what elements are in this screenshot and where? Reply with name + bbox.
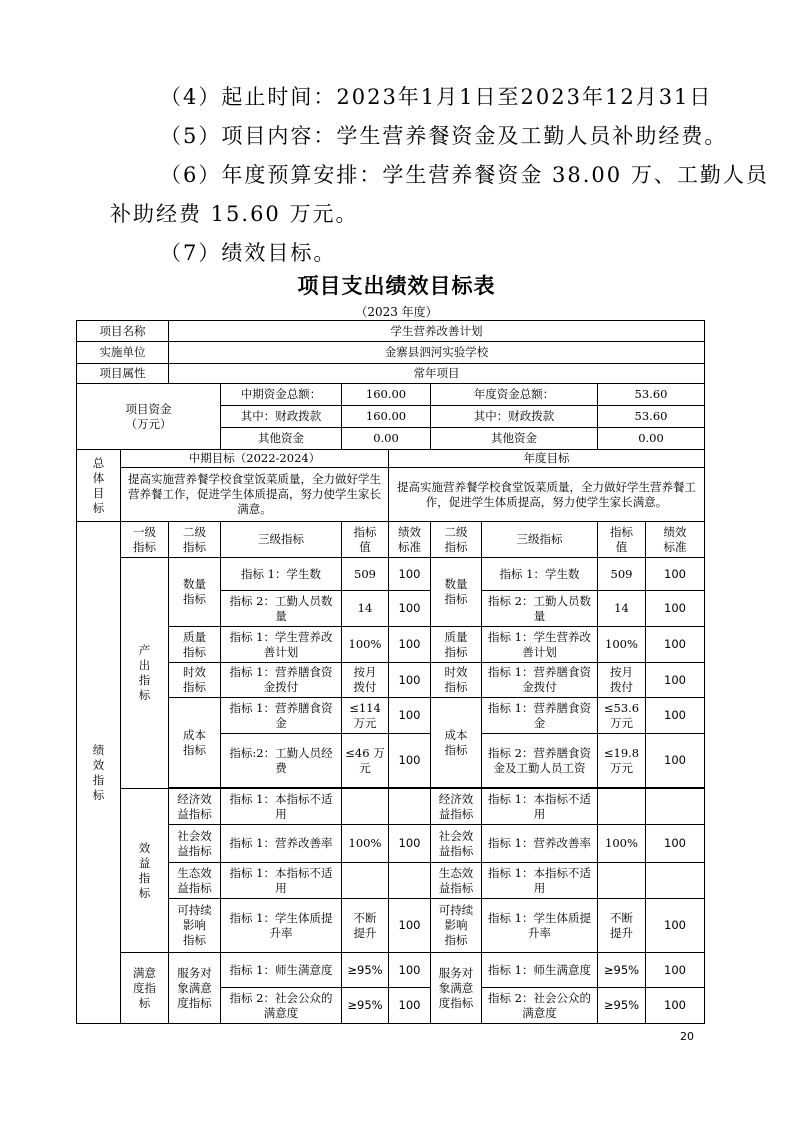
annual-quality-1: 指标 1：学生营养改善计划 <box>482 627 598 663</box>
paragraph-start-end-time: （4）起止时间：2023年1月1日至2023年12月31日 <box>160 85 713 109</box>
mid-ecological-1-standard <box>389 863 431 899</box>
annual-economic-1-value <box>598 789 646 825</box>
annual-satisfaction-1: 指标 1：师生满意度 <box>482 953 598 988</box>
paragraph-annual-budget-cont: 补助经费 15.60 万元。 <box>110 202 359 226</box>
table-row <box>77 789 705 825</box>
table-title: 项目支出绩效目标表 <box>297 274 496 298</box>
mid-sustainable-1: 指标 1：学生体质提升率 <box>221 899 342 953</box>
annual-quantity-2: 指标 2：工勤人员数量 <box>482 591 598 627</box>
overall-goal-label: 总 体 目 标 <box>77 450 121 522</box>
table-row <box>77 450 705 468</box>
implementing-unit-value: 金寨县泗河实验学校 <box>169 342 705 364</box>
annual-cost-2-standard: 100 <box>646 734 705 788</box>
annual-social-1: 指标 1：营养改善率 <box>482 825 598 863</box>
mid-cost-1-value: ≤114 万元 <box>342 698 389 734</box>
annual-fiscal-value: 53.60 <box>598 406 705 428</box>
mid-quantity-2: 指标 2：工勤人员数量 <box>221 591 342 627</box>
cost-indicator-label-annual: 成本 指标 <box>431 698 482 788</box>
col-level2-annual: 二级 指标 <box>431 522 482 558</box>
annual-sustainable-1-value: 不断 提升 <box>598 899 646 953</box>
col-standard-annual: 绩效 标准 <box>646 522 705 558</box>
quantity-indicator-label: 数量 指标 <box>169 558 221 627</box>
mid-quantity-2-standard: 100 <box>389 591 431 627</box>
table-row <box>77 698 705 734</box>
mid-satisfaction-2: 指标 2：社会公众的满意度 <box>221 988 342 1024</box>
satisfaction-indicator-label: 满意 度指 标 <box>121 953 169 1024</box>
annual-quality-1-standard: 100 <box>646 627 705 663</box>
ecological-indicator-label-annual: 生态效 益指标 <box>431 863 482 899</box>
mid-satisfaction-1: 指标 1：师生满意度 <box>221 953 342 988</box>
sustainable-indicator-label: 可持续 影响 指标 <box>169 899 221 953</box>
mid-cost-2: 指标:2：工勤人员经费 <box>221 734 342 788</box>
benefit-indicator-label: 效 益 指 标 <box>121 789 169 953</box>
mid-cost-2-value: ≤46 万 元 <box>342 734 389 788</box>
mid-quality-1-standard: 100 <box>389 627 431 663</box>
table-row <box>77 863 705 899</box>
mid-cost-1: 指标 1：营养膳食资金 <box>221 698 342 734</box>
annual-cost-2: 指标 2：营养膳食资金及工勤人员工资 <box>482 734 598 788</box>
col-level3-annual: 三级指标 <box>482 522 598 558</box>
mid-economic-1-value <box>342 789 389 825</box>
mid-satisfaction-2-standard: 100 <box>389 988 431 1024</box>
annual-cost-2-value: ≤19.8 万元 <box>598 734 646 788</box>
annual-ecological-1-value <box>598 863 646 899</box>
table-row <box>77 558 705 591</box>
col-level2: 二级 指标 <box>169 522 221 558</box>
table-row <box>77 384 705 406</box>
mid-total-funds-value: 160.00 <box>342 384 431 406</box>
annual-economic-1-standard <box>646 789 705 825</box>
timeliness-indicator-label-annual: 时效 指标 <box>431 663 482 698</box>
performance-target-table <box>76 320 705 1024</box>
table-row <box>77 953 705 988</box>
mid-other-funds-label: 其他资金 <box>221 428 342 450</box>
mid-economic-1-standard <box>389 789 431 825</box>
mid-quantity-2-value: 14 <box>342 591 389 627</box>
table-row <box>77 899 705 953</box>
quality-indicator-label: 质量 指标 <box>169 627 221 663</box>
mid-other-funds-value: 0.00 <box>342 428 431 450</box>
paragraph-project-content: （5）项目内容：学生营养餐资金及工勤人员补助经费。 <box>160 124 728 148</box>
mid-goal-text: 提高实施营养餐学校食堂饭菜质量，全力做好学生营养餐工作，促进学生体质提高，努力使学生家长满意。 <box>121 468 389 522</box>
annual-timeliness-1-standard: 100 <box>646 663 705 698</box>
mid-cost-1-standard: 100 <box>389 698 431 734</box>
mid-timeliness-1-standard: 100 <box>389 663 431 698</box>
mid-quality-1: 指标 1：学生营养改善计划 <box>221 627 342 663</box>
table-row <box>77 364 705 384</box>
mid-social-1: 指标 1：营养改善率 <box>221 825 342 863</box>
table-row <box>77 627 705 663</box>
annual-sustainable-1-standard: 100 <box>646 899 705 953</box>
sustainable-indicator-label-annual: 可持续 影响 指标 <box>431 899 482 953</box>
annual-other-funds-value: 0.00 <box>598 428 705 450</box>
annual-social-1-standard: 100 <box>646 825 705 863</box>
quality-indicator-label-annual: 质量 指标 <box>431 627 482 663</box>
social-indicator-label: 社会效 益指标 <box>169 825 221 863</box>
annual-ecological-1-standard <box>646 863 705 899</box>
annual-other-funds-label: 其他资金 <box>431 428 598 450</box>
social-indicator-label-annual: 社会效 益指标 <box>431 825 482 863</box>
output-indicator-label: 产 出 指 标 <box>121 558 169 789</box>
annual-economic-1: 指标 1：本指标不适用 <box>482 789 598 825</box>
annual-cost-1-value: ≤53.6 万元 <box>598 698 646 734</box>
project-name-label: 项目名称 <box>77 321 169 342</box>
annual-quality-1-value: 100% <box>598 627 646 663</box>
table-row <box>77 342 705 364</box>
table-row <box>77 663 705 698</box>
annual-ecological-1: 指标 1：本指标不适用 <box>482 863 598 899</box>
table-row <box>77 522 705 558</box>
timeliness-indicator-label: 时效 指标 <box>169 663 221 698</box>
mid-sustainable-1-standard: 100 <box>389 899 431 953</box>
mid-quantity-1: 指标 1：学生数 <box>221 558 342 591</box>
mid-economic-1: 指标 1：本指标不适用 <box>221 789 342 825</box>
table-row <box>77 321 705 342</box>
col-level1: 一级 指标 <box>121 522 169 558</box>
cost-indicator-label: 成本 指标 <box>169 698 221 788</box>
service-satisfaction-label-annual: 服务对 象满意 度指标 <box>431 953 482 1024</box>
table-row <box>77 825 705 863</box>
annual-total-funds-value: 53.60 <box>598 384 705 406</box>
mid-cost-2-standard: 100 <box>389 734 431 788</box>
mid-total-funds-label: 中期资金总额： <box>221 384 342 406</box>
mid-ecological-1-value <box>342 863 389 899</box>
paragraph-annual-budget: （6）年度预算安排：学生营养餐资金 38.00 万、工勤人员 <box>160 163 769 187</box>
col-level3: 三级指标 <box>221 522 342 558</box>
project-attribute-value: 常年项目 <box>169 364 705 384</box>
annual-timeliness-1: 指标 1：营养膳食资金拨付 <box>482 663 598 698</box>
col-standard: 绩效 标准 <box>389 522 431 558</box>
service-satisfaction-label: 服务对 象满意 度指标 <box>169 953 221 1024</box>
annual-cost-1: 指标 1：营养膳食资金 <box>482 698 598 734</box>
mid-timeliness-1: 指标 1：营养膳食资金拨付 <box>221 663 342 698</box>
table-row <box>77 468 705 522</box>
annual-quantity-1: 指标 1：学生数 <box>482 558 598 591</box>
annual-satisfaction-1-value: ≥95% <box>598 953 646 988</box>
annual-quantity-1-standard: 100 <box>646 558 705 591</box>
mid-sustainable-1-value: 不断 提升 <box>342 899 389 953</box>
ecological-indicator-label: 生态效 益指标 <box>169 863 221 899</box>
mid-fiscal-value: 160.00 <box>342 406 431 428</box>
annual-quantity-1-value: 509 <box>598 558 646 591</box>
annual-timeliness-1-value: 按月 拨付 <box>598 663 646 698</box>
project-name-value: 学生营养改善计划 <box>169 321 705 342</box>
col-value: 指标 值 <box>342 522 389 558</box>
mid-ecological-1: 指标 1：本指标不适用 <box>221 863 342 899</box>
annual-quantity-2-standard: 100 <box>646 591 705 627</box>
annual-satisfaction-1-standard: 100 <box>646 953 705 988</box>
annual-satisfaction-2-standard: 100 <box>646 988 705 1024</box>
mid-quantity-1-standard: 100 <box>389 558 431 591</box>
annual-total-funds-label: 年度资金总额： <box>431 384 598 406</box>
economic-indicator-label-annual: 经济效 益指标 <box>431 789 482 825</box>
quantity-indicator-label-annual: 数量 指标 <box>431 558 482 627</box>
mid-fiscal-label: 其中：财政拨款 <box>221 406 342 428</box>
mid-quantity-1-value: 509 <box>342 558 389 591</box>
col-value-annual: 指标 值 <box>598 522 646 558</box>
mid-social-1-standard: 100 <box>389 825 431 863</box>
project-funds-label: 项目资金 （万元） <box>77 384 221 450</box>
table-subtitle: （2023 年度） <box>355 305 438 319</box>
annual-satisfaction-2: 指标 2：社会公众的满意度 <box>482 988 598 1024</box>
annual-fiscal-label: 其中：财政拨款 <box>431 406 598 428</box>
paragraph-performance-goal: （7）绩效目标。 <box>160 241 337 265</box>
mid-quality-1-value: 100% <box>342 627 389 663</box>
performance-indicator-label: 绩 效 指 标 <box>77 522 121 1024</box>
mid-satisfaction-1-standard: 100 <box>389 953 431 988</box>
annual-quantity-2-value: 14 <box>598 591 646 627</box>
page-number: 20 <box>680 1030 694 1043</box>
mid-timeliness-1-value: 按月 拨付 <box>342 663 389 698</box>
annual-goal-text: 提高实施营养餐学校食堂饭菜质量，全力做好学生营养餐工作，促进学生体质提高，努力使学生家长满意。 <box>389 468 705 522</box>
mid-satisfaction-2-value: ≥95% <box>342 988 389 1024</box>
economic-indicator-label: 经济效 益指标 <box>169 789 221 825</box>
annual-goal-label: 年度目标 <box>389 450 705 468</box>
annual-social-1-value: 100% <box>598 825 646 863</box>
mid-satisfaction-1-value: ≥95% <box>342 953 389 988</box>
annual-cost-1-standard: 100 <box>646 698 705 734</box>
annual-sustainable-1: 指标 1：学生体质提升率 <box>482 899 598 953</box>
implementing-unit-label: 实施单位 <box>77 342 169 364</box>
mid-goal-label: 中期目标（2022-2024） <box>121 450 389 468</box>
mid-social-1-value: 100% <box>342 825 389 863</box>
project-attribute-label: 项目属性 <box>77 364 169 384</box>
annual-satisfaction-2-value: ≥95% <box>598 988 646 1024</box>
